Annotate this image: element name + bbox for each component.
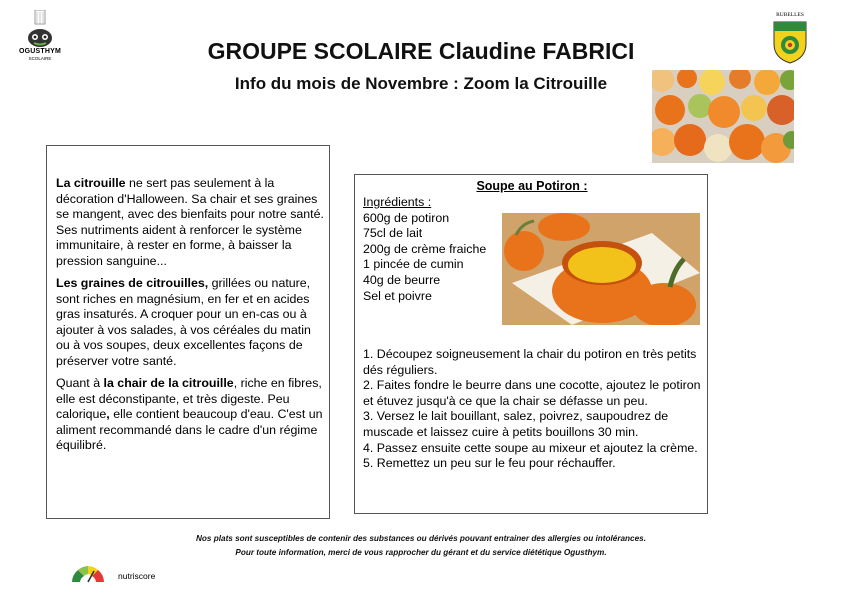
- recipe-box: [354, 174, 708, 514]
- ingredient-item: Sel et poivre: [363, 288, 432, 303]
- recipe-step: 5. Remettez un peu sur le feu pour réchauffer.: [363, 456, 616, 471]
- ingredient-item: 75cl de lait: [363, 226, 423, 241]
- contact-notice: Pour toute information, merci de vous rapprocher du gérant et du service diététique Ogusthym.: [235, 548, 607, 557]
- recipe-step: 3. Versez le lait bouillant, salez, poivrez, saupoudrez de muscade et laissez cuire à petits bouillons 30 min.: [363, 409, 669, 439]
- pumpkin-info-box: [46, 145, 330, 519]
- page-subtitle: Info du mois de Novembre : Zoom la Citrouille: [234, 74, 608, 93]
- info-paragraph-1: La citrouille ne sert pas seulement à la décoration d'Halloween. Sa chair et ses graines se mangent, avec des bienfaits pour notre santé. Ses nutriments aident à renforcer le système immunitaire, à rester en forme, à baisser la pression sanguine...: [56, 176, 324, 268]
- ingredient-item: 200g de crème fraiche: [363, 241, 487, 256]
- page-title: GROUPE SCOLAIRE Claudine FABRICI: [207, 38, 635, 64]
- soup-photo: [502, 213, 700, 325]
- nutriscore-gauge-icon: [70, 562, 106, 584]
- town-name: RUBELLES: [776, 12, 804, 18]
- ingredient-item: 600g de potiron: [363, 210, 450, 225]
- info-paragraph-2: Les graines de citrouilles, grillées ou nature, sont riches en magnésium, en fer et en acides gras insaturés. A croquer pour un en-cas ou à ajouter à vos salades, à vos céréales du matin ou à vos soupes, deux excellentes façons de préserver votre santé.: [56, 276, 311, 368]
- logo-brand: OGUSTHYM: [18, 48, 62, 55]
- pumpkins-photo: [652, 70, 794, 163]
- nutriscore-label: nutriscore: [118, 571, 156, 581]
- recipe-step: 2. Faites fondre le beurre dans une cocotte, ajoutez le potiron et étuvez jusqu'à ce que la chair se défasse un peu.: [363, 378, 701, 408]
- recipe-step: 4. Passez ensuite cette soupe au mixeur et ajoutez la crème.: [363, 440, 698, 455]
- ingredients-list: [363, 195, 503, 304]
- ingredient-item: 1 pincée de cumin: [363, 257, 464, 272]
- recipe-steps: [363, 347, 703, 472]
- ingredient-item: 40g de beurre: [363, 272, 441, 287]
- recipe-title: Soupe au Potiron :: [476, 179, 588, 193]
- logo-sub: SCOLAIRE: [28, 56, 52, 61]
- allergen-notice: Nos plats sont susceptibles de contenir des substances ou dérivés pouvant entrainer des allergies ou intolérances.: [196, 534, 646, 543]
- ingredients-label: Ingrédients :: [363, 195, 432, 209]
- recipe-step: 1. Découpez soigneusement la chair du potiron en très petits dés réguliers.: [363, 347, 697, 377]
- info-paragraph-3: Quant à la chair de la citrouille, riche en fibres, elle est déconstipante, et très digeste. Peu calorique, elle contient beaucoup d'eau. C'est un aliment recommandé dans le cadre d'un régime équilibré.: [56, 376, 323, 452]
